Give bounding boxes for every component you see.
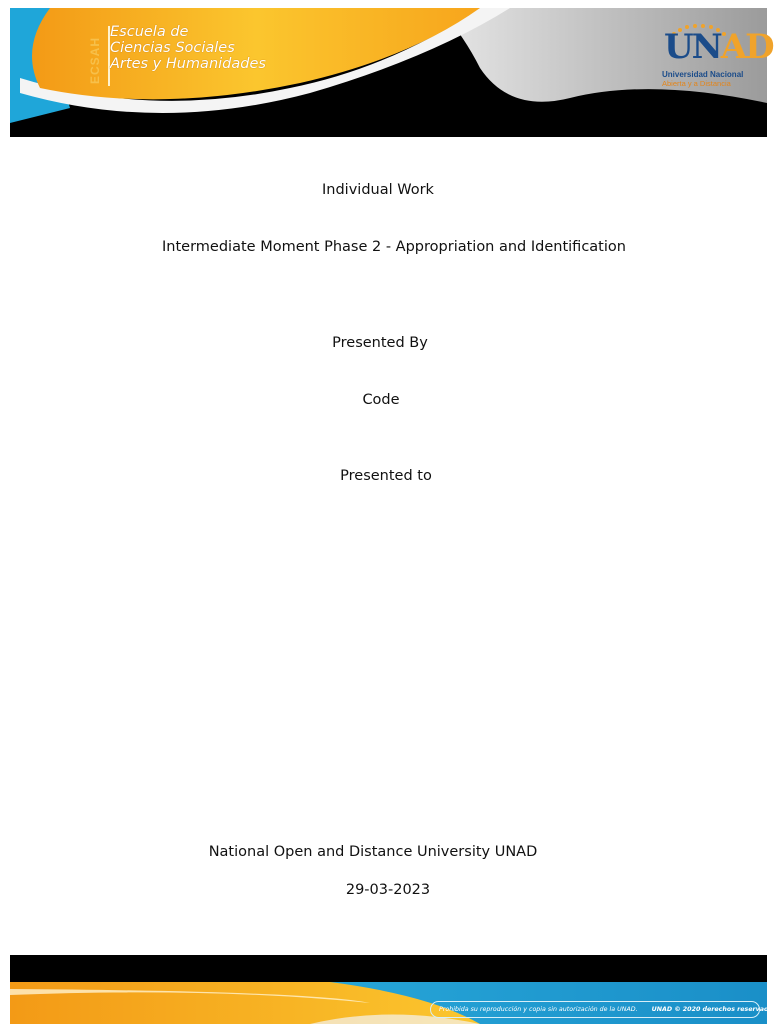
document-date: 29-03-2023	[345, 882, 431, 898]
logo-university-line: Universidad Nacional	[662, 70, 744, 79]
logo-ad: AD	[720, 27, 773, 67]
university-name: National Open and Distance University UNAD	[208, 844, 538, 860]
footer-banner	[10, 955, 779, 1024]
logo-tagline: Abierta y a Distancia	[662, 79, 731, 88]
logo-un: UN	[664, 27, 721, 67]
school-name-line-1: Escuela de	[110, 24, 189, 40]
school-acronym: ECSAH	[88, 36, 102, 84]
footer-reproduction-notice: Prohibida su reproducción y copia sin autorización de la UNAD.	[439, 1006, 638, 1013]
document-subtitle: Intermediate Moment Phase 2 - Appropriation and Identification	[162, 239, 626, 255]
header-banner	[10, 8, 773, 137]
unad-logo	[660, 24, 773, 94]
document-title: Individual Work	[322, 182, 434, 198]
school-name-line-2: Ciencias Sociales	[110, 40, 235, 56]
code-label: Code	[362, 392, 400, 408]
footer-copyright: UNAD © 2020 derechos reservados.	[651, 1006, 779, 1013]
logo-wordmark	[664, 24, 773, 70]
footer-separator	[642, 1003, 647, 1016]
school-name	[110, 24, 310, 72]
presented-to: Presented to	[340, 468, 432, 484]
school-name-line-3: Artes y Humanidades	[110, 56, 266, 72]
footer-notice	[430, 1001, 779, 1018]
presented-by: Presented By	[332, 335, 428, 351]
